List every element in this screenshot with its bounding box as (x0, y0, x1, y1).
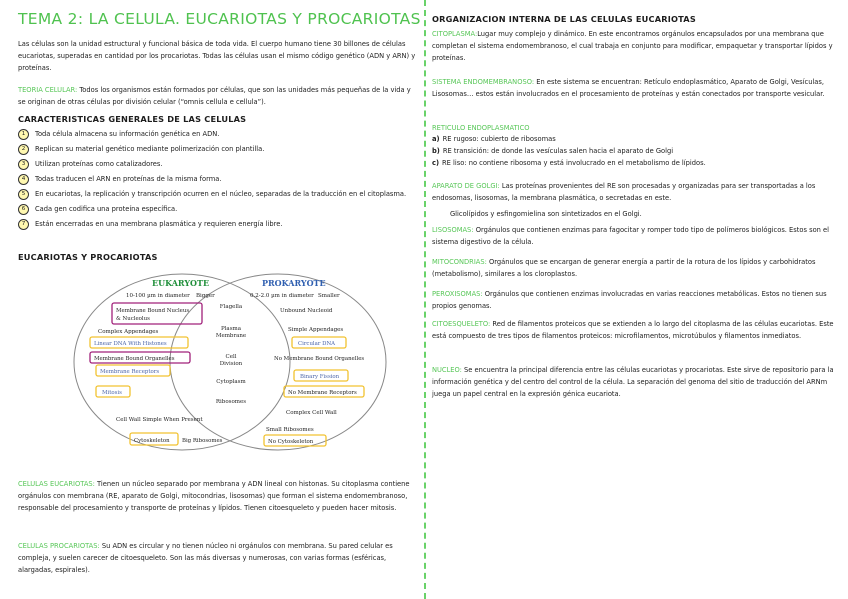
celulas-eucariotas-label: CELULAS EUCARIOTAS: (18, 480, 95, 488)
nucleo-paragraph (432, 364, 834, 400)
shared-cell-2: Division (219, 361, 243, 367)
golgi-text: Las proteínas provenientes del RE son procesadas y organizadas para ser transportadas a los endosomas, lisosomas, la membrana plasmática, o secretadas en este. (432, 182, 816, 202)
item-text: Utilizan proteínas como catalizadores. (35, 160, 163, 168)
list-item (18, 143, 418, 155)
peroxisomas-label: PEROXISOMAS: (432, 290, 483, 298)
item-number: 3 (18, 159, 29, 170)
nucleo-label: NUCLEO: (432, 366, 462, 374)
prokaryote-receptors: No Membrane Receptors (288, 390, 357, 396)
item-letter: b) (432, 147, 440, 155)
item-number: 2 (18, 144, 29, 155)
citoplasma-paragraph (432, 28, 834, 64)
item-text: Están encerradas en una membrana plasmática y requieren energía libre. (35, 220, 283, 228)
golgi-paragraph (432, 180, 834, 204)
item-text: Cada gen codifica una proteína específica. (35, 205, 178, 213)
eukaryote-cytoskeleton: Cytoskeleton (134, 438, 170, 444)
eukaryote-nucleus-1: Membrane Bound Nucleus (116, 308, 190, 314)
eukaryote-appendages: Complex Appendages (98, 329, 159, 335)
eukaryote-mitosis: Mitosis (102, 390, 122, 396)
item-letter: c) (432, 159, 440, 167)
eukaryote-bigger: Bigger (196, 293, 215, 299)
lisosomas-paragraph (432, 224, 834, 248)
citoesqueleto-paragraph (432, 318, 834, 342)
mitocondrias-label: MITOCONDRIAS: (432, 258, 487, 266)
prokaryote-smaller: Smaller (318, 293, 340, 299)
citoplasma-label: CITOPLASMA: (432, 30, 478, 38)
prokaryote-fission: Binary Fission (300, 374, 340, 380)
prokaryote-ribosomes: Small Ribosomes (266, 427, 314, 433)
eukaryote-circle (74, 274, 290, 450)
golgi-extra: Glicolípidos y esfingomielina son sintetizados en el Golgi. (450, 210, 642, 218)
citoesqueleto-label: CITOESQUELETO: (432, 320, 491, 328)
prokaryote-cellwall: Complex Cell Wall (286, 410, 337, 416)
item-letter: a) (432, 135, 440, 143)
list-item (18, 203, 418, 215)
list-item (432, 145, 834, 157)
column-divider (424, 0, 426, 599)
citoesqueleto-text: Red de filamentos proteicos que se extienden a lo largo del citoplasma de las células eucariotas. Este está compuesto de tres tipos de filamentos proteicos: microfilamentos, microtúbulos y filamentos inmediatos. (432, 320, 834, 340)
golgi-label: APARATO DE GOLGI: (432, 182, 500, 190)
list-item (18, 188, 418, 200)
shared-cytoplasm: Cytoplasm (216, 379, 246, 385)
celulas-eucariotas-paragraph (18, 478, 418, 514)
list-item (432, 133, 834, 145)
eukaryote-title: EUKARYOTE (152, 278, 210, 288)
lisosomas-label: LISOSOMAS: (432, 226, 474, 234)
eukaryote-cellwall: Cell Wall Simple When Present (116, 417, 203, 423)
item-number: 4 (18, 174, 29, 185)
list-item (18, 128, 418, 140)
prokaryote-organelles: No Membrane Bound Organelles (274, 356, 365, 362)
prokaryote-dna: Circular DNA (298, 341, 336, 347)
list-item (18, 158, 418, 170)
endomembranoso-text: En este sistema se encuentran: Retículo endoplasmático, Aparato de Golgi, Vesículas, Lisosomas… estos están involucrados en el procesamiento de proteínas y están conectados por transporte vesicular. (432, 78, 825, 98)
peroxisomas-text: Orgánulos que contienen enzimas involucradas en varias reacciones metabólicas. Estos no tienen sus propios genomas. (432, 290, 827, 310)
eukaryote-ribosomes: Big Ribosomes (182, 438, 223, 444)
eucariotas-procariotas-heading: EUCARIOTAS Y PROCARIOTAS (18, 252, 158, 262)
mitocondrias-paragraph (432, 256, 834, 280)
shared-cell-1: Cell (225, 354, 237, 360)
item-text: RE rugoso: cubierto de ribosomas (442, 135, 556, 143)
eukaryote-organelles: Membrane Bound Organelles (94, 356, 175, 362)
eukaryote-dna: Linear DNA With Histones (94, 341, 167, 347)
reticulo-list (432, 133, 834, 169)
item-text: Todas traducen el ARN en proteínas de la misma forma. (35, 175, 222, 183)
celulas-procariotas-paragraph (18, 540, 418, 576)
venn-svg (70, 270, 400, 460)
list-item (18, 218, 418, 230)
item-text: RE liso: no contiene ribosoma y está involucrado en el metabolismo de lípidos. (442, 159, 706, 167)
nucleo-text: Se encuentra la principal diferencia entre las células eucariotas y procariotas. Este sirve de repositorio para la información genética y del centro del control de la célula. La separación del genoma del sitio de traducción del ARNm juega un papel central en la expresión génica eucariota. (432, 366, 834, 398)
list-item (18, 173, 418, 185)
shared-ribosomes: Ribosomes (215, 399, 247, 405)
item-number: 5 (18, 189, 29, 200)
prokaryote-circle (170, 274, 386, 450)
citoplasma-text: Lugar muy complejo y dinámico. En este encontramos orgánulos encapsulados por una membrana que completan el sistema endomembranoso, el cual trabaja en conjunto para modificar, empaquetar y transportar lípidos y proteínas. (432, 30, 833, 62)
teoria-celular-label: TEORIA CELULAR: (18, 86, 78, 94)
celulas-eucariotas-text: Tienen un núcleo separado por membrana y ADN lineal con histonas. Su citoplasma contiene orgánulos con membrana (RE, aparato de Golgi, mitocondrias, lisosomas) que forman el sistema endomembranoso, responsable del procesamiento y transporte de proteínas y lípidos. Tienen citoesqueleto y pueden hacer mitosis. (18, 480, 410, 512)
endomembranoso-label: SISTEMA ENDOMEMBRANOSO: (432, 78, 535, 86)
intro-paragraph: Las células son la unidad estructural y funcional básica de toda vida. El cuerpo humano tiene 30 billones de células eucariotas, superadas en cantidad por los procariotas. Todas las células usan el mismo código genético (ADN y ARN) y proteínas. (18, 40, 416, 72)
celulas-procariotas-text: Su ADN es circular y no tienen núcleo ni orgánulos con membrana. Su pared celular es compleja, y suelen carecer de citoesqueleto. Son las más diversas y numerosas, con varias formas (esféricas, alargadas, espirales). (18, 542, 393, 574)
list-item (432, 157, 834, 169)
celulas-procariotas-label: CELULAS PROCARIOTAS: (18, 542, 100, 550)
item-text: Replican su material genético mediante polimerización con plantilla. (35, 145, 265, 153)
teoria-celular-paragraph (18, 84, 418, 108)
organizacion-heading: ORGANIZACION INTERNA DE LAS CELULAS EUCARIOTAS (432, 14, 696, 24)
item-text: RE transición: de donde las vesículas salen hacia el aparato de Golgi (442, 147, 674, 155)
mitocondrias-text: Orgánulos que se encargan de generar energía a partir de la rotura de los lípidos y carbohidratos (metabolismo), similares a los cloroplastos. (432, 258, 816, 278)
prokaryote-appendages: Simple Appendages (288, 327, 344, 333)
peroxisomas-paragraph (432, 288, 834, 312)
item-text: En eucariotas, la replicación y transcripción ocurren en el núcleo, separadas de la traducción en el citoplasma. (35, 190, 407, 198)
item-number: 7 (18, 219, 29, 230)
prokaryote-title: PROKARYOTE (262, 278, 326, 288)
eukaryote-receptors: Membrane Receptors (100, 369, 160, 375)
item-text: Toda célula almacena su información genética en ADN. (35, 130, 220, 138)
lisosomas-text: Orgánulos que contienen enzimas para fagocitar y romper todo tipo de polímeros biológicos. Estos son el sistema digestivo de la célula. (432, 226, 829, 246)
shared-plasma-2: Membrane (215, 333, 247, 339)
item-number: 1 (18, 129, 29, 140)
shared-flagella: Flagella (219, 304, 243, 310)
caracteristicas-list (18, 128, 418, 230)
reticulo-label: RETICULO ENDOPLASMATICO (432, 124, 530, 132)
prokaryote-cytoskeleton: No Cytoskeleton (268, 439, 314, 445)
caracteristicas-heading: CARACTERISTICAS GENERALES DE LAS CELULAS (18, 114, 247, 124)
prokaryote-nucleoid: Unbound Nucleoid (280, 308, 333, 314)
shared-plasma-1: Plasma (220, 326, 242, 332)
endomembranoso-paragraph (432, 76, 834, 100)
teoria-celular-text: Todos los organismos están formados por células, que son las unidades más pequeñas de la vida y se originan de otras células por división celular (“omnis cellula e cellula”). (18, 86, 411, 106)
eukaryote-size: 10-100 µm in diameter (126, 293, 190, 299)
venn-diagram (70, 270, 400, 460)
page-title: TEMA 2: LA CELULA. EUCARIOTAS Y PROCARIOTAS (18, 10, 421, 28)
prokaryote-size: 0.2-2.0 µm in diameter (250, 293, 314, 299)
eukaryote-nucleus-2: & Nucleolus (116, 316, 150, 322)
item-number: 6 (18, 204, 29, 215)
